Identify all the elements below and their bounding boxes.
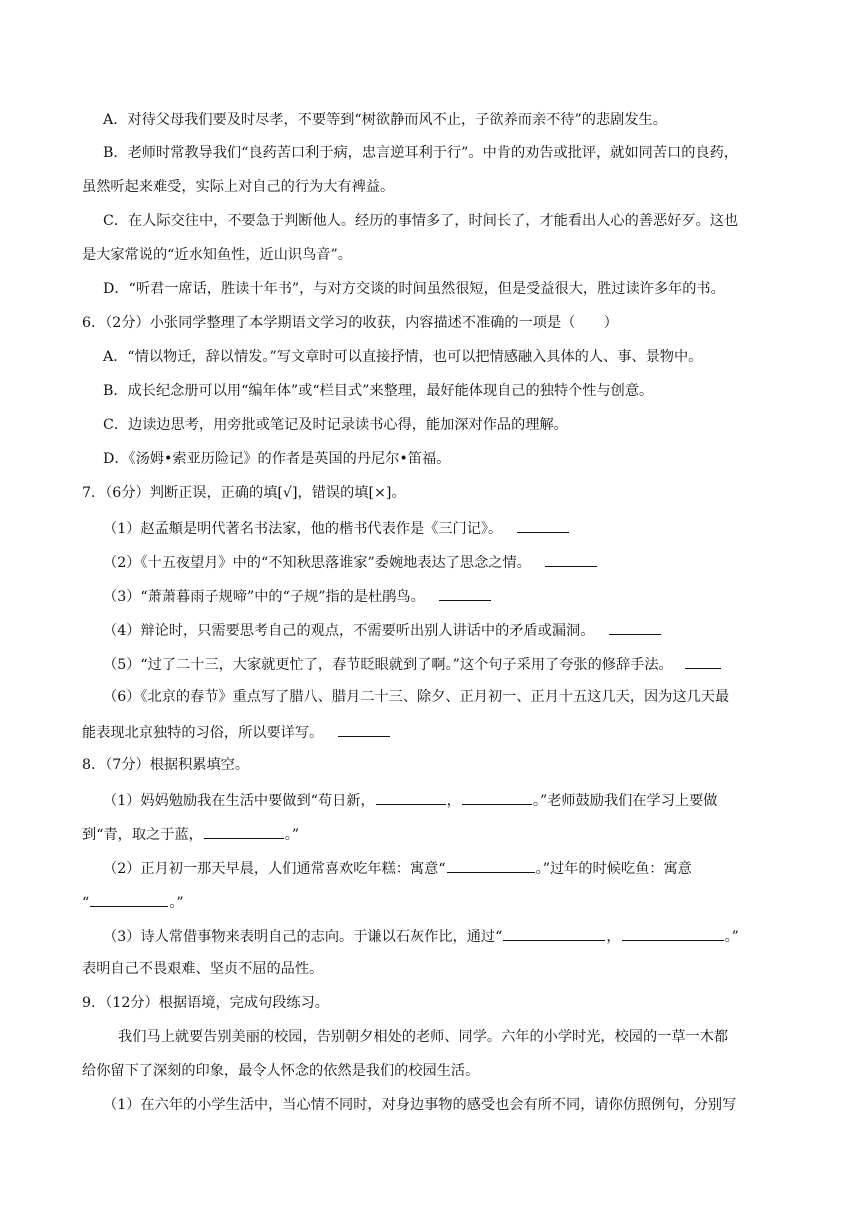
q7-item-1 xyxy=(103,517,570,537)
q7-item-2 xyxy=(103,551,598,571)
q8-item-1-cont-text-b: 。” xyxy=(284,827,300,843)
q6-option-b: B．成长纪念册可以用“编年体”或“栏目式”来整理，最好能体现自己的独特个性与创意。 xyxy=(103,383,654,399)
q7-item-5 xyxy=(103,653,722,673)
q8-item-2-cont-text-b: 。” xyxy=(169,895,184,911)
q8-item-2-blank-1[interactable] xyxy=(447,857,535,873)
q5-option-d: D．“听君一席话，胜读十年书”，与对方交谈的时间虽然很短，但是受益很大，胜过读许多年的书。 xyxy=(103,281,725,297)
q7-item-1-text: （1）赵孟頫是明代著名书法家，他的楷书代表作是《三门记》。 xyxy=(103,521,503,537)
q7-item-6-cont-text: 能表现北京独特的习俗，所以要详写。 xyxy=(82,725,324,741)
q5-option-b: B．老师时常教导我们“良药苦口利于病，忠言逆耳利于行”。中肯的劝告或批评，就如同苦口的良药， xyxy=(103,145,738,161)
q7-item-4-text: （4）辩论时，只需要思考自己的观点，不需要听出别人讲话中的矛盾或漏洞。 xyxy=(103,623,595,639)
q6-option-c: C．边读边思考，用旁批或笔记及时记录读书心得，能加深对作品的理解。 xyxy=(103,417,568,433)
q6-option-d: D．《汤姆•索亚历险记》的作者是英国的丹尼尔•笛福。 xyxy=(103,451,451,467)
q7-stem: 7．（6分）判断正误，正确的填[√]，错误的填[×]。 xyxy=(82,485,406,501)
q7-item-3-blank[interactable] xyxy=(439,585,491,601)
q8-item-1-cont xyxy=(82,823,299,843)
q9-stem: 9．（12分）根据语境，完成句段练习。 xyxy=(82,995,329,1011)
q8-item-1-text-b: ， xyxy=(446,793,461,809)
q8-item-3 xyxy=(103,925,739,945)
q5-option-a: A．对待父母我们要及时尽孝，不要等到“树欲静而风不止，子欲养而亲不待”的悲剧发生。 xyxy=(103,112,667,128)
q8-item-1-blank-1[interactable] xyxy=(376,789,446,805)
q9-passage: 我们马上就要告别美丽的校园，告别朝夕相处的老师、同学。六年的小学时光，校园的一草一木都 xyxy=(118,1029,729,1045)
q8-item-1 xyxy=(103,789,717,809)
q8-item-2-text-a: （2）正月初一那天早晨，人们通常喜欢吃年糕：寓意“ xyxy=(103,861,446,877)
q7-item-3 xyxy=(103,585,492,605)
q8-item-2-cont xyxy=(82,891,184,911)
q8-item-3-text-a: （3）诗人常借事物来表明自己的志向。于谦以石灰作比，通过“ xyxy=(103,929,503,945)
q8-item-1-blank-3[interactable] xyxy=(204,823,284,839)
q8-item-2-text-b: 。”过年的时候吃鱼：寓意 xyxy=(535,861,692,877)
q7-item-4-blank[interactable] xyxy=(609,619,661,635)
q8-item-1-blank-2[interactable] xyxy=(462,789,532,805)
q7-item-6: （6）《北京的春节》重点写了腊八、腊月二十三、除夕、正月初一、正月十五这几天，因为这几天最 xyxy=(103,689,730,705)
q8-item-2 xyxy=(103,857,692,877)
q7-item-3-text: （3）“萧萧暮雨子规啼”中的“子规”指的是杜鹃鸟。 xyxy=(103,589,425,605)
q7-item-2-blank[interactable] xyxy=(545,551,597,567)
q9-passage-cont: 给你留下了深刻的印象，最令人怀念的依然是我们的校园生活。 xyxy=(82,1063,480,1079)
q7-item-5-blank[interactable] xyxy=(685,653,721,669)
q8-item-3-blank-2[interactable] xyxy=(622,925,724,941)
q8-item-3-cont: 表明自己不畏艰难、坚贞不屈的品性。 xyxy=(82,961,324,977)
q8-item-3-text-b: ， xyxy=(606,929,621,945)
q7-item-1-blank[interactable] xyxy=(517,517,569,533)
q5-option-c-cont: 是大家常说的“近水知鱼性，近山识鸟音”。 xyxy=(82,247,352,263)
q8-item-3-text-c: 。” xyxy=(724,929,739,945)
q7-item-6-cont xyxy=(82,721,391,741)
q6-option-a: A．“情以物迁，辞以情发。”写文章时可以直接抒情，也可以把情感融入具体的人、事、景物中。 xyxy=(103,349,703,365)
q8-stem: 8．（7分）根据积累填空。 xyxy=(82,757,250,773)
q9-item-1: （1）在六年的小学生活中，当心情不同时，对身边事物的感受也会有所不同，请你仿照例句，分别写 xyxy=(103,1097,737,1113)
q7-item-2-text: （2）《十五夜望月》中的“不知秋思落谁家”委婉地表达了思念之情。 xyxy=(103,555,531,571)
q7-item-4 xyxy=(103,619,662,639)
q5-option-c: C．在人际交往中，不要急于判断他人。经历的事情多了，时间长了，才能看出人心的善恶好歹。这也 xyxy=(103,213,739,229)
q7-item-6-blank[interactable] xyxy=(338,721,390,737)
q8-item-1-text-c: 。”老师鼓励我们在学习上要做 xyxy=(532,793,718,809)
q8-item-2-blank-2[interactable] xyxy=(90,891,168,907)
q6-stem: 6．（2分）小张同学整理了本学期语文学习的收获，内容描述不准确的一项是（ ） xyxy=(82,315,618,331)
q8-item-1-cont-text-a: 到“青，取之于蓝， xyxy=(82,827,203,843)
q7-item-5-text: （5）“过了二十三，大家就更忙了，春节眨眼就到了啊。”这个句子采用了夸张的修辞手法。 xyxy=(103,657,673,673)
q8-item-2-cont-text-a: “ xyxy=(82,895,90,911)
q8-item-1-text-a: （1）妈妈勉励我在生活中要做到“苟日新， xyxy=(103,793,375,809)
q5-option-b-cont: 虽然听起来难受，实际上对自己的行为大有裨益。 xyxy=(82,179,395,195)
q8-item-3-blank-1[interactable] xyxy=(503,925,605,941)
